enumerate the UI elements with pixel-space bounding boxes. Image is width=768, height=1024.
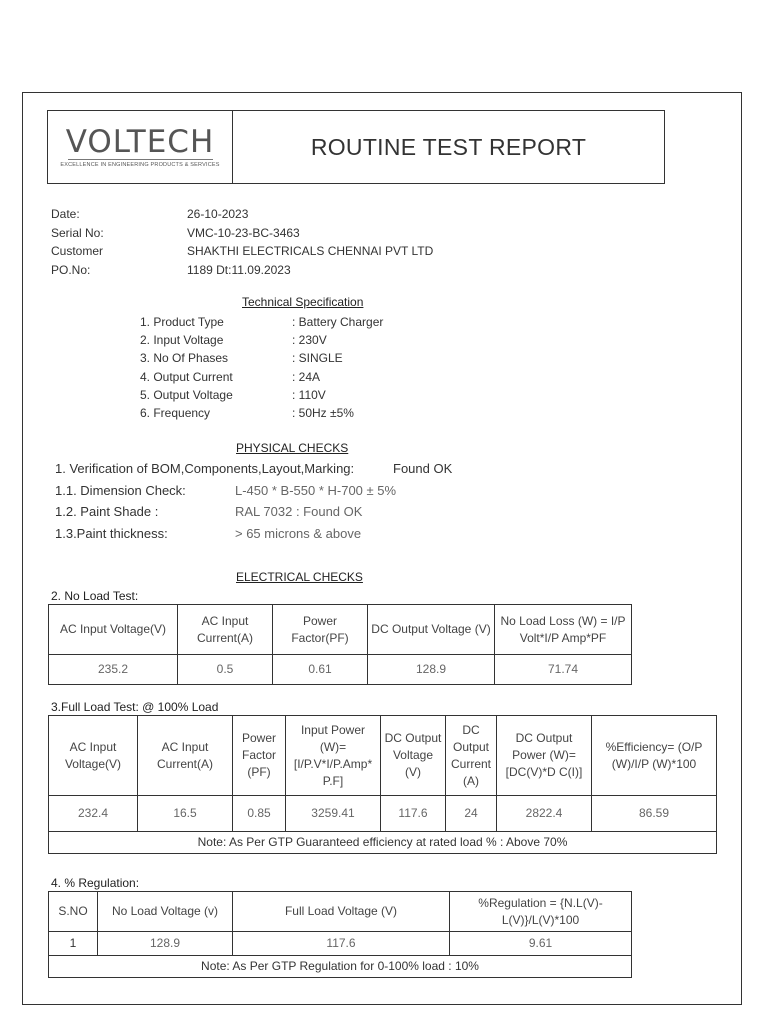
phys-label: 1.3.Paint thickness: — [55, 525, 168, 541]
no-load-label: 2. No Load Test: — [51, 589, 139, 603]
physical-checks-title: PHYSICAL CHECKS — [236, 441, 349, 455]
table-cell: 235.2 — [49, 655, 178, 685]
phys-row — [55, 480, 452, 502]
spec-value: : Battery Charger — [292, 315, 384, 329]
table-note: Note: As Per GTP Regulation for 0-100% load : 10% — [49, 956, 632, 978]
table-header-cell: Power Factor (PF) — [233, 716, 286, 796]
table-cell: 0.5 — [178, 655, 273, 685]
table-header-row — [49, 605, 632, 655]
spec-label: 2. Input Voltage — [140, 333, 224, 348]
table-cell: 128.9 — [98, 932, 233, 956]
table-row — [49, 796, 717, 832]
logo-tagline: EXCELLENCE IN ENGINEERING PRODUCTS & SERVICES — [60, 161, 220, 168]
table-cell: 2822.4 — [497, 796, 592, 832]
table-header-row — [49, 892, 632, 932]
report-title: ROUTINE TEST REPORT — [310, 133, 587, 160]
table-header-cell: %Efficiency= (O/P (W)/I/P (W)*100 — [592, 716, 717, 796]
regulation-label: 4. % Regulation: — [51, 876, 140, 890]
report-header — [47, 110, 665, 184]
info-row-date — [51, 205, 433, 224]
logo-text: VOLTECH — [65, 123, 215, 160]
info-row-po — [51, 261, 433, 280]
table-header-row — [49, 716, 717, 796]
logo-divider — [68, 159, 213, 160]
info-label: Date: — [51, 207, 80, 221]
spec-value: : 24A — [292, 369, 321, 384]
full-load-table — [48, 715, 717, 854]
table-row — [49, 932, 632, 956]
spec-label: 6. Frequency — [140, 405, 211, 420]
spec-row — [140, 313, 383, 331]
table-cell: 71.74 — [495, 655, 632, 685]
table-header-cell: AC Input Voltage(V) — [49, 716, 138, 796]
report-info — [51, 205, 433, 279]
regulation-table — [48, 891, 632, 978]
tech-spec-title: Technical Specification — [242, 295, 364, 309]
table-header-cell: DC Output Voltage (V) — [368, 605, 495, 655]
table-cell: 128.9 — [368, 655, 495, 685]
table-cell: 24 — [446, 796, 497, 832]
table-cell: 232.4 — [49, 796, 138, 832]
full-load-label: 3.Full Load Test: @ 100% Load — [51, 700, 219, 714]
info-value: VMC-10-23-BC-3463 — [187, 225, 300, 240]
phys-value: RAL 7032 : Found OK — [235, 504, 363, 519]
table-header-cell: DC Output Power (W)=[DC(V)*D C(I)] — [497, 716, 592, 796]
spec-row — [140, 368, 383, 386]
info-label: Serial No: — [51, 225, 104, 240]
table-header-cell: S.NO — [49, 892, 98, 932]
info-value: 26-10-2023 — [187, 207, 249, 221]
electrical-checks-title: ELECTRICAL CHECKS — [236, 570, 363, 584]
table-cell: 1 — [49, 932, 98, 956]
spec-value: : 230V — [292, 333, 327, 348]
phys-row — [55, 501, 452, 523]
table-header-cell: No Load Loss (W) = I/P Volt*I/P Amp*PF — [495, 605, 632, 655]
spec-value: : 110V — [292, 387, 326, 402]
table-header-cell: %Regulation = {N.L(V)-L(V)}/L(V)*100 — [450, 892, 632, 932]
table-row — [49, 655, 632, 685]
info-row-customer — [51, 242, 433, 261]
spec-label: 1. Product Type — [140, 315, 224, 329]
phys-label: 1.2. Paint Shade : — [55, 504, 159, 519]
table-cell: 86.59 — [592, 796, 717, 832]
table-note-row — [49, 832, 717, 854]
info-label: Customer — [51, 244, 104, 258]
spec-row — [140, 404, 383, 422]
phys-value: Found OK — [393, 461, 453, 476]
table-header-cell: No Load Voltage (v) — [98, 892, 233, 932]
spec-row — [140, 349, 383, 367]
phys-value: > 65 microns & above — [235, 525, 362, 541]
phys-row — [55, 523, 452, 545]
tech-spec-list — [140, 313, 383, 422]
spec-value: : 50Hz ±5% — [292, 405, 354, 420]
table-note: Note: As Per GTP Guaranteed efficiency at rated load % : Above 70% — [49, 832, 717, 854]
company-logo — [48, 111, 233, 183]
table-cell: 0.61 — [273, 655, 368, 685]
table-note-row — [49, 956, 632, 978]
table-header-cell: Power Factor(PF) — [273, 605, 368, 655]
phys-label: 1. Verification of BOM,Components,Layout,Marking: — [55, 461, 355, 476]
info-value: 1189 Dt:11.09.2023 — [187, 262, 291, 277]
phys-row — [55, 458, 452, 480]
info-value: SHAKTHI ELECTRICALS CHENNAI PVT LTD — [187, 244, 434, 258]
spec-label: 3. No Of Phases — [140, 351, 229, 366]
table-header-cell: Input Power (W)= [I/P.V*I/P.Amp* P.F] — [286, 716, 381, 796]
table-cell: 117.6 — [381, 796, 446, 832]
spec-row — [140, 331, 383, 349]
spec-value: : SINGLE — [292, 351, 343, 366]
table-header-cell: DC Output Current (A) — [446, 716, 497, 796]
phys-label: 1.1. Dimension Check: — [55, 482, 186, 498]
table-header-cell: DC Output Voltage (V) — [381, 716, 446, 796]
table-header-cell: AC Input Current(A) — [138, 716, 233, 796]
table-cell: 9.61 — [450, 932, 632, 956]
info-label: PO.No: — [51, 262, 91, 277]
physical-checks-list — [55, 458, 452, 544]
table-header-cell: AC Input Voltage(V) — [49, 605, 178, 655]
no-load-table — [48, 604, 632, 685]
phys-value: L-450 * B-550 * H-700 ± 5% — [235, 482, 397, 498]
table-cell: 117.6 — [233, 932, 450, 956]
info-row-serial — [51, 224, 433, 243]
spec-label: 4. Output Current — [140, 369, 233, 384]
table-header-cell: AC Input Current(A) — [178, 605, 273, 655]
table-cell: 3259.41 — [286, 796, 381, 832]
spec-row — [140, 386, 383, 404]
table-cell: 0.85 — [233, 796, 286, 832]
spec-label: 5. Output Voltage — [140, 387, 233, 402]
table-header-cell: Full Load Voltage (V) — [233, 892, 450, 932]
table-cell: 16.5 — [138, 796, 233, 832]
